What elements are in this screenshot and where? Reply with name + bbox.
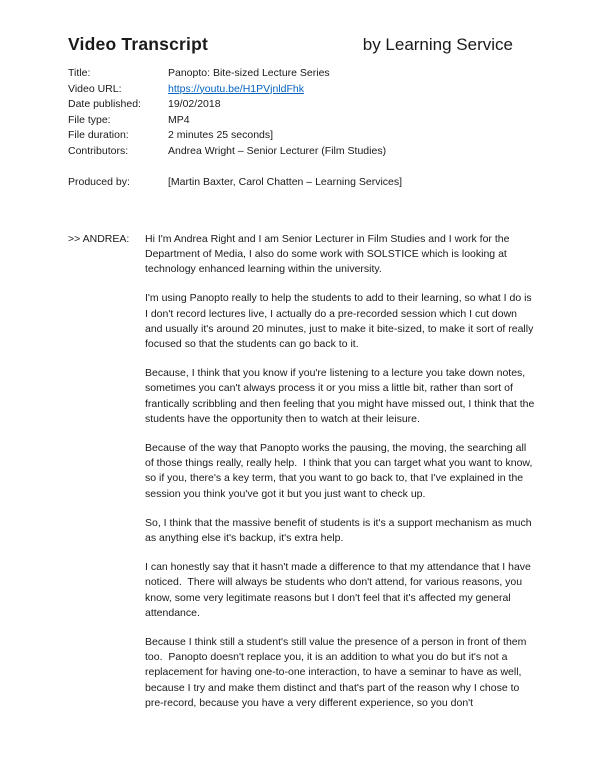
meta-label: Date published: (68, 98, 141, 111)
transcript-paragraph: So, I think that the massive benefit of students is it's a support mechanism as much as anything else it's backup, it's extra help. (145, 516, 535, 544)
meta-label: File duration: (68, 129, 129, 142)
meta-value-produced-by: [Martin Baxter, Carol Chatten – Learning Services] (168, 176, 403, 189)
transcript-paragraph: Because of the way that Panopto works the pausing, the moving, the searching all of those things really, really help. I think that you can target what you want to know, so if you, there's a key term, that you want to go back to, that I've explained in the session you think you've got it but you just want to check up. (145, 441, 536, 500)
meta-row-produced-by (68, 175, 537, 191)
transcript-paragraph: I can honestly say that it hasn't made a difference to that my attendance that I have noticed. There will always be students who don't attend, for various reasons, you know, some very legitimate reasons but I don't feel that it's affected my general attendance. (145, 561, 534, 619)
metadata-block (68, 66, 537, 191)
byline: by Learning Service (362, 35, 513, 54)
meta-value-url (168, 82, 537, 98)
video-url-link[interactable]: https://youtu.be/H1PVjnldFhk (168, 82, 304, 95)
meta-value-duration: 2 minutes 25 seconds] (168, 129, 274, 142)
meta-row-video-url (68, 82, 537, 98)
meta-label: File type: (68, 113, 111, 126)
meta-row-date-published (68, 97, 537, 113)
meta-row-contributors (68, 144, 537, 160)
meta-row-file-duration (68, 128, 537, 144)
meta-row-title (68, 66, 537, 82)
meta-label: Produced by: (68, 176, 130, 189)
meta-value-contributors: Andrea Wright – Senior Lecturer (Film Studies) (168, 144, 387, 157)
meta-label: Contributors: (68, 144, 129, 157)
page-title: Video Transcript (68, 34, 209, 54)
meta-value-date: 19/02/2018 (168, 98, 221, 111)
transcript-paragraph: Because I think still a student's still value the presence of a person in front of them too. Panopto doesn't replace you, it is an addition to what you do but it's not a replacement for having one-to-one interaction, to have a seminar to have as well, because I try and make them distinct and that's part of the reason why I chose to pre-record, because you have a very different experience, so you don't (145, 636, 530, 709)
transcript-paragraphs (145, 232, 537, 711)
transcript-paragraph: I'm using Panopto really to help the students to add to their learning, so what I do is I don't record lectures live, I actually do a pre-recorded session which I cut down and usually it's around 20 minutes, just to make it bite-sized, to make it sort of really focused so that the students can go back to it. (145, 292, 537, 350)
meta-row-file-type (68, 113, 537, 129)
meta-label: Title: (68, 67, 91, 79)
meta-value-title: Panopto: Bite-sized Lecture Series (168, 67, 330, 79)
transcript-section (68, 232, 537, 711)
transcript-paragraph: Because, I think that you know if you're listening to a lecture you take down notes, sometimes you can't always process it or you miss a little bit, rather than sort of frantically scribbling and then feeling that you might have missed out, I think that the students have the opportunity then to watch at their leisure. (145, 367, 538, 425)
meta-value-file-type: MP4 (168, 113, 190, 126)
transcript-paragraph: Hi I'm Andrea Right and I am Senior Lecturer in Film Studies and I work for the Department of Media, I also do some work with SOLSTICE which is looking at technology enhanced learning within the university. (145, 232, 513, 276)
meta-label: Video URL: (68, 82, 122, 95)
document-header (68, 34, 537, 55)
speaker-label: >> ANDREA: (68, 232, 130, 245)
